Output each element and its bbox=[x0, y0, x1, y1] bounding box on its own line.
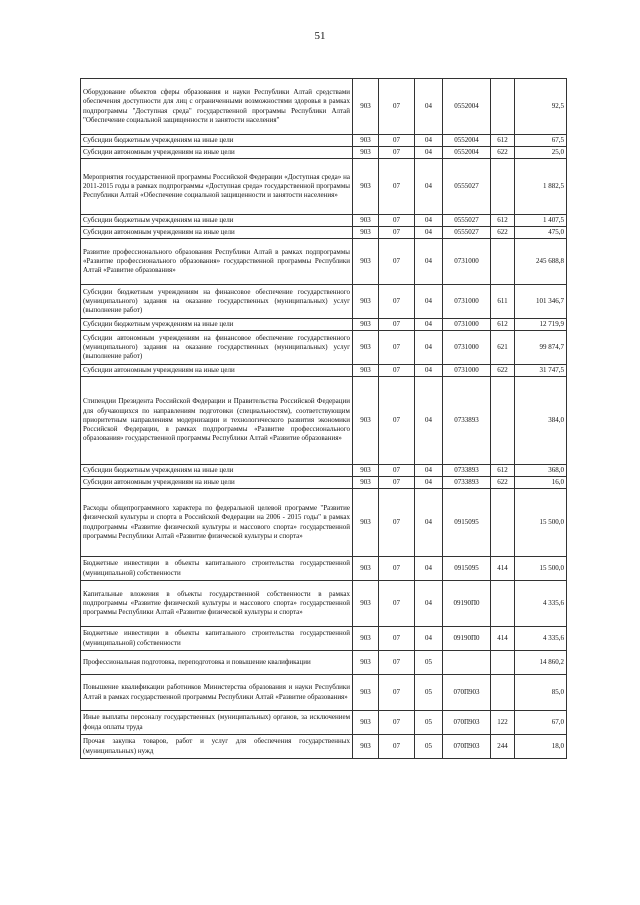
table-row bbox=[81, 711, 567, 735]
row-section-code: 07 bbox=[379, 215, 415, 227]
table-row bbox=[81, 215, 567, 227]
row-amount: 245 688,8 bbox=[515, 239, 567, 285]
row-expense-type: 611 bbox=[491, 285, 515, 319]
row-subsection-code: 04 bbox=[415, 239, 443, 285]
row-section-code: 07 bbox=[379, 239, 415, 285]
row-ministry-code: 903 bbox=[353, 711, 379, 735]
row-ministry-code: 903 bbox=[353, 135, 379, 147]
table-row bbox=[81, 147, 567, 159]
row-amount: 99 874,7 bbox=[515, 331, 567, 365]
row-target-article: 0552004 bbox=[443, 147, 491, 159]
row-section-code: 07 bbox=[379, 711, 415, 735]
row-description: Субсидии автономным учреждениям на иные цели bbox=[81, 365, 353, 377]
row-expense-type: 414 bbox=[491, 627, 515, 651]
row-target-article: 0731000 bbox=[443, 319, 491, 331]
row-ministry-code: 903 bbox=[353, 557, 379, 581]
row-description: Капитальные вложения в объекты государственной собственности в рамках подпрограммы «Развитие физической культуры и массового спорта» государственной программы Республики Алтай «Развитие физической культуры и спорта» bbox=[81, 581, 353, 627]
table-row bbox=[81, 581, 567, 627]
table-row bbox=[81, 159, 567, 215]
table-row bbox=[81, 227, 567, 239]
row-subsection-code: 04 bbox=[415, 319, 443, 331]
row-expense-type bbox=[491, 377, 515, 465]
row-ministry-code: 903 bbox=[353, 489, 379, 557]
row-subsection-code: 04 bbox=[415, 79, 443, 135]
row-description: Иные выплаты персоналу государственных (муниципальных) органов, за исключением фонда оплаты труда bbox=[81, 711, 353, 735]
row-amount: 1 407,5 bbox=[515, 215, 567, 227]
row-amount: 31 747,5 bbox=[515, 365, 567, 377]
row-ministry-code: 903 bbox=[353, 735, 379, 759]
table-row bbox=[81, 465, 567, 477]
table-row bbox=[81, 675, 567, 711]
table-row bbox=[81, 377, 567, 465]
row-subsection-code: 04 bbox=[415, 227, 443, 239]
row-target-article: 0552004 bbox=[443, 79, 491, 135]
row-section-code: 07 bbox=[379, 377, 415, 465]
row-description: Прочая закупка товаров, работ и услуг для обеспечения государственных (муниципальных) нужд bbox=[81, 735, 353, 759]
row-section-code: 07 bbox=[379, 675, 415, 711]
row-expense-type: 621 bbox=[491, 331, 515, 365]
row-section-code: 07 bbox=[379, 147, 415, 159]
row-subsection-code: 05 bbox=[415, 711, 443, 735]
row-target-article: 0915095 bbox=[443, 557, 491, 581]
row-description: Повышение квалификации работников Министерства образования и науки Республики Алтай в рамках государственной программы Республики Алтай «Развитие образования» bbox=[81, 675, 353, 711]
table-row bbox=[81, 477, 567, 489]
row-ministry-code: 903 bbox=[353, 377, 379, 465]
row-ministry-code: 903 bbox=[353, 79, 379, 135]
row-ministry-code: 903 bbox=[353, 239, 379, 285]
row-section-code: 07 bbox=[379, 135, 415, 147]
row-amount: 101 346,7 bbox=[515, 285, 567, 319]
row-target-article: 0915095 bbox=[443, 489, 491, 557]
row-ministry-code: 903 bbox=[353, 581, 379, 627]
row-expense-type: 622 bbox=[491, 227, 515, 239]
row-subsection-code: 04 bbox=[415, 331, 443, 365]
row-ministry-code: 903 bbox=[353, 147, 379, 159]
row-amount: 1 882,5 bbox=[515, 159, 567, 215]
row-description: Субсидии бюджетным учреждениям на финансовое обеспечение государственного (муниципального) задания на оказание государственных (муниципальных) услуг (выполнение работ) bbox=[81, 285, 353, 319]
row-expense-type: 612 bbox=[491, 135, 515, 147]
row-description: Профессиональная подготовка, переподготовка и повышение квалификации bbox=[81, 651, 353, 675]
row-expense-type: 122 bbox=[491, 711, 515, 735]
row-subsection-code: 05 bbox=[415, 735, 443, 759]
row-subsection-code: 04 bbox=[415, 147, 443, 159]
table-row bbox=[81, 651, 567, 675]
row-subsection-code: 05 bbox=[415, 651, 443, 675]
row-target-article bbox=[443, 651, 491, 675]
table-row bbox=[81, 285, 567, 319]
table-row bbox=[81, 135, 567, 147]
row-subsection-code: 04 bbox=[415, 135, 443, 147]
table-row bbox=[81, 79, 567, 135]
row-description: Субсидии бюджетным учреждениям на иные цели bbox=[81, 319, 353, 331]
row-ministry-code: 903 bbox=[353, 215, 379, 227]
row-description: Субсидии автономным учреждениям на иные цели bbox=[81, 477, 353, 489]
row-section-code: 07 bbox=[379, 365, 415, 377]
row-description: Субсидии автономным учреждениям на иные цели bbox=[81, 227, 353, 239]
row-amount: 15 500,0 bbox=[515, 557, 567, 581]
row-ministry-code: 903 bbox=[353, 477, 379, 489]
row-expense-type bbox=[491, 675, 515, 711]
row-target-article: 0731000 bbox=[443, 239, 491, 285]
row-expense-type bbox=[491, 159, 515, 215]
row-expense-type bbox=[491, 651, 515, 675]
row-section-code: 07 bbox=[379, 331, 415, 365]
row-target-article: 0731000 bbox=[443, 285, 491, 319]
row-ministry-code: 903 bbox=[353, 331, 379, 365]
row-ministry-code: 903 bbox=[353, 675, 379, 711]
row-amount: 12 719,9 bbox=[515, 319, 567, 331]
table-row bbox=[81, 627, 567, 651]
row-amount: 16,0 bbox=[515, 477, 567, 489]
row-expense-type bbox=[491, 239, 515, 285]
row-amount: 67,5 bbox=[515, 135, 567, 147]
row-description: Бюджетные инвестиции в объекты капитального строительства государственной (муниципальной) собственности bbox=[81, 627, 353, 651]
row-target-article: 0555027 bbox=[443, 227, 491, 239]
row-section-code: 07 bbox=[379, 489, 415, 557]
table-row bbox=[81, 365, 567, 377]
row-section-code: 07 bbox=[379, 79, 415, 135]
row-description: Развитие профессионального образования Республики Алтай в рамках подпрограммы «Развитие профессионального образования» государственной программы Республики Алтай «Развитие образования» bbox=[81, 239, 353, 285]
table-row bbox=[81, 735, 567, 759]
row-description: Субсидии бюджетным учреждениям на иные цели bbox=[81, 465, 353, 477]
row-target-article: 0552004 bbox=[443, 135, 491, 147]
row-subsection-code: 04 bbox=[415, 215, 443, 227]
row-target-article: 0731000 bbox=[443, 331, 491, 365]
row-section-code: 07 bbox=[379, 557, 415, 581]
row-section-code: 07 bbox=[379, 159, 415, 215]
row-target-article: 0733893 bbox=[443, 477, 491, 489]
row-subsection-code: 04 bbox=[415, 581, 443, 627]
row-expense-type bbox=[491, 581, 515, 627]
row-subsection-code: 04 bbox=[415, 489, 443, 557]
row-description: Мероприятия государственной программы Российской Федерации «Доступная среда» на 2011-2015 годы в рамках подпрограммы «Доступная среда» государственной программы Республики Алтай «Обеспечение социальной защищенности и занятости населения» bbox=[81, 159, 353, 215]
row-subsection-code: 04 bbox=[415, 377, 443, 465]
row-target-article: 0733893 bbox=[443, 465, 491, 477]
row-target-article: 09190П0 bbox=[443, 627, 491, 651]
table-row bbox=[81, 489, 567, 557]
table-body bbox=[81, 79, 567, 759]
row-target-article: 0731000 bbox=[443, 365, 491, 377]
row-section-code: 07 bbox=[379, 285, 415, 319]
row-subsection-code: 04 bbox=[415, 159, 443, 215]
row-expense-type: 612 bbox=[491, 215, 515, 227]
row-description: Субсидии бюджетным учреждениям на иные цели bbox=[81, 135, 353, 147]
row-section-code: 07 bbox=[379, 581, 415, 627]
row-expense-type: 612 bbox=[491, 465, 515, 477]
row-section-code: 07 bbox=[379, 651, 415, 675]
row-amount: 15 500,0 bbox=[515, 489, 567, 557]
row-section-code: 07 bbox=[379, 735, 415, 759]
row-target-article: 0733893 bbox=[443, 377, 491, 465]
table-row bbox=[81, 557, 567, 581]
table-row bbox=[81, 319, 567, 331]
row-ministry-code: 903 bbox=[353, 285, 379, 319]
row-expense-type: 622 bbox=[491, 365, 515, 377]
row-expense-type: 244 bbox=[491, 735, 515, 759]
row-description: Расходы общепрограммного характера по федеральной целевой программе "Развитие физической культуры и спорта в Российской Федерации на 2006 - 2015 годы" в рамках подпрограммы «Развитие физической культуры и массового спорта» государственной программы Республики Алтай «Развитие физической культуры и спорта» bbox=[81, 489, 353, 557]
row-target-article: 09190П0 bbox=[443, 581, 491, 627]
row-amount: 18,0 bbox=[515, 735, 567, 759]
row-ministry-code: 903 bbox=[353, 227, 379, 239]
row-target-article: 070П903 bbox=[443, 711, 491, 735]
row-section-code: 07 bbox=[379, 319, 415, 331]
row-subsection-code: 04 bbox=[415, 627, 443, 651]
row-amount: 384,0 bbox=[515, 377, 567, 465]
row-ministry-code: 903 bbox=[353, 365, 379, 377]
row-expense-type: 622 bbox=[491, 147, 515, 159]
budget-table bbox=[80, 78, 567, 759]
row-section-code: 07 bbox=[379, 465, 415, 477]
row-subsection-code: 04 bbox=[415, 285, 443, 319]
row-amount: 4 335,6 bbox=[515, 581, 567, 627]
row-expense-type bbox=[491, 79, 515, 135]
row-subsection-code: 04 bbox=[415, 365, 443, 377]
row-target-article: 070П903 bbox=[443, 675, 491, 711]
row-target-article: 070П903 bbox=[443, 735, 491, 759]
row-description: Субсидии автономным учреждениям на иные цели bbox=[81, 147, 353, 159]
row-ministry-code: 903 bbox=[353, 159, 379, 215]
row-subsection-code: 04 bbox=[415, 477, 443, 489]
row-amount: 25,0 bbox=[515, 147, 567, 159]
row-expense-type: 414 bbox=[491, 557, 515, 581]
row-description: Субсидии бюджетным учреждениям на иные цели bbox=[81, 215, 353, 227]
table-row bbox=[81, 239, 567, 285]
row-subsection-code: 04 bbox=[415, 557, 443, 581]
row-expense-type bbox=[491, 489, 515, 557]
row-section-code: 07 bbox=[379, 477, 415, 489]
row-ministry-code: 903 bbox=[353, 465, 379, 477]
row-subsection-code: 05 bbox=[415, 675, 443, 711]
row-expense-type: 622 bbox=[491, 477, 515, 489]
row-section-code: 07 bbox=[379, 227, 415, 239]
row-description: Оборудование объектов сферы образования и науки Республики Алтай средствами обеспечения доступности для лиц с ограниченными возможностями здоровья в рамках подпрограммы "Доступная среда" государственной программы Республики Алтай "Обеспечение социальной защищенности и занятости населения" bbox=[81, 79, 353, 135]
row-amount: 67,0 bbox=[515, 711, 567, 735]
row-subsection-code: 04 bbox=[415, 465, 443, 477]
row-target-article: 0555027 bbox=[443, 215, 491, 227]
row-description: Стипендии Президента Российской Федерации и Правительства Российской Федерации для обучающихся по направлениям подготовки (специальностям), соответствующим приоритетным направлениям модернизации и технологического развития экономики Российской Федерации, в рамках подпрограммы «Развитие профессионального образования» государственной программы Республики Алтай «Развитие образования» bbox=[81, 377, 353, 465]
row-amount: 14 860,2 bbox=[515, 651, 567, 675]
row-target-article: 0555027 bbox=[443, 159, 491, 215]
page-number: 51 bbox=[314, 30, 326, 42]
row-amount: 475,0 bbox=[515, 227, 567, 239]
row-description: Бюджетные инвестиции в объекты капитального строительства государственной (муниципальной) собственности bbox=[81, 557, 353, 581]
row-section-code: 07 bbox=[379, 627, 415, 651]
table-row bbox=[81, 331, 567, 365]
row-ministry-code: 903 bbox=[353, 627, 379, 651]
row-amount: 85,0 bbox=[515, 675, 567, 711]
row-ministry-code: 903 bbox=[353, 319, 379, 331]
row-amount: 92,5 bbox=[515, 79, 567, 135]
row-amount: 4 335,6 bbox=[515, 627, 567, 651]
row-description: Субсидии автономным учреждениям на финансовое обеспечение государственного (муниципального) задания на оказание государственных (муниципальных) услуг (выполнение работ) bbox=[81, 331, 353, 365]
row-expense-type: 612 bbox=[491, 319, 515, 331]
row-ministry-code: 903 bbox=[353, 651, 379, 675]
row-amount: 368,0 bbox=[515, 465, 567, 477]
